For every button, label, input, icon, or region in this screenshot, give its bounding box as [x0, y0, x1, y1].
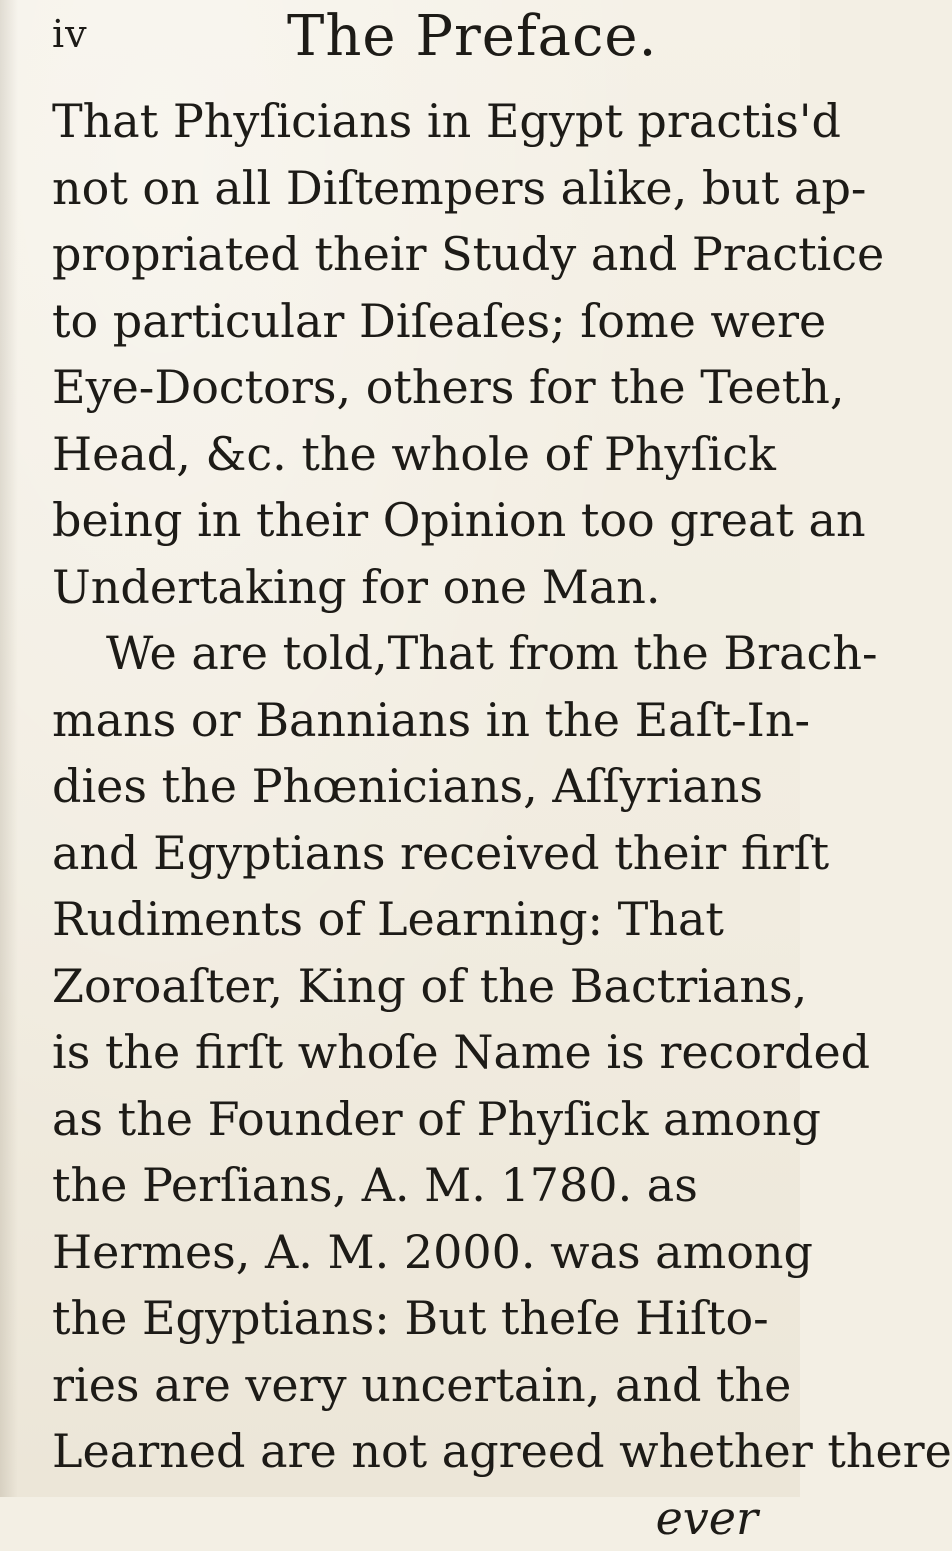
- text-line: ries are very uncertain, and the: [52, 1352, 766, 1419]
- text-line: the Egyptians: But theſe Hiſto-: [52, 1285, 766, 1352]
- text-line: is the firſt whoſe Name is recorded: [52, 1019, 766, 1086]
- text-line: Rudiments of Learning: That: [52, 886, 766, 953]
- text-line: as the Founder of Phyſick among: [52, 1086, 766, 1153]
- text-line: being in their Opinion too great an: [52, 487, 766, 554]
- text-line: Undertaking for one Man.: [52, 554, 766, 621]
- catchword: ever: [52, 1485, 766, 1551]
- text-line: to particular Diſeaſes; ſome were: [52, 288, 766, 355]
- text-line: propriated their Study and Practice: [52, 221, 766, 288]
- page-header: [52, 0, 766, 82]
- text-line: That Phyſicians in Egypt practis'd: [52, 88, 766, 155]
- text-line: Learned are not agreed whether there: [52, 1418, 766, 1485]
- text-line: not on all Diſtempers alike, but ap-: [52, 155, 766, 222]
- text-line: mans or Bannians in the Eaſt-In-: [52, 687, 766, 754]
- text-line: the Perſians, A. M. 1780. as: [52, 1152, 766, 1219]
- text-line: Hermes, A. M. 2000. was among: [52, 1219, 766, 1286]
- text-line: Head, &c. the whole of Phyſick: [52, 421, 766, 488]
- text-line: Zoroaſter, King of the Bactrians,: [52, 953, 766, 1020]
- text-line: dies the Phœnicians, Aſſyrians: [52, 753, 766, 820]
- text-line: Eye-Doctors, others for the Teeth,: [52, 354, 766, 421]
- body-text: [52, 88, 766, 1551]
- text-line: We are told,That from the Brach-: [52, 620, 766, 687]
- running-head: The Preface.: [287, 4, 657, 69]
- page-number: iv: [52, 12, 88, 56]
- text-line: and Egyptians received their firſt: [52, 820, 766, 887]
